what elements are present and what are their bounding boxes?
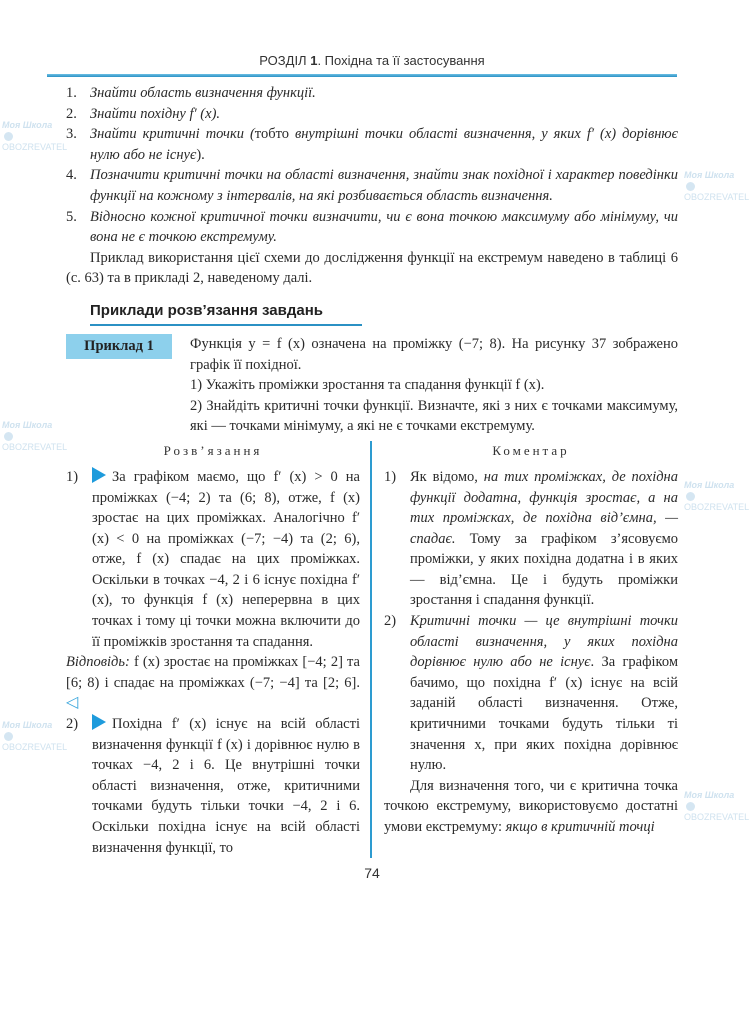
watermark: Моя ШколаOBOZREVATEL [684, 480, 749, 512]
page-number: 74 [364, 865, 380, 882]
comment-part-1: 1) Як відомо, на тих проміжках, де похідна функції додатна, функція зростає, а на тих проміжках, де похідна від’ємна, — спадає. Тому за графіком з’ясовуємо проміжки, у яких похідна додатна і в яких — від’ємна. Це і будуть проміжки зростання і спадання функції. [384, 468, 678, 609]
step-item: 3. Знайти критичні точки (тобто внутрішні точки області визначення, у яких f′ (x) дорівнює нулю або не існує). [66, 126, 678, 163]
example-badge: Приклад 1 [66, 334, 172, 359]
header-rule [47, 74, 677, 77]
example-text: Функція y = f (x) означена на проміжку (−7; 8). На рисунку 37 зображено графік її похідної. [190, 335, 678, 373]
comment-column [372, 441, 678, 858]
comment-heading: Коментар [492, 442, 570, 458]
solution-start-arrow-icon [92, 467, 106, 483]
section-heading-underline [90, 324, 362, 326]
solution-end-marker-icon: ◁ [66, 694, 79, 712]
solution-start-arrow-icon [92, 714, 106, 730]
question-2: 2) Знайдіть критичні точки функції. Визначте, які з них є точками максимуму, які — точками мінімуму, а які не є точками екстремуму. [190, 397, 678, 435]
question-1: 1) Укажіть проміжки зростання та спадання функції f (x). [190, 377, 545, 394]
watermark: Моя ШколаOBOZREVATEL [684, 170, 749, 202]
solution-part-2: 2) Похідна f′ (x) існує на всій області визначення функції f (x) і дорівнює нулю в точках −4, 2 і 6. Це внутрішні точки області визначення, отже, критичними точками будуть тільки точки −4, 2 і 6. Оскільки похідна існує на всій області визначення функції, то [66, 716, 360, 856]
section-prefix: РОЗДІЛ [259, 53, 307, 68]
intro-paragraph: Приклад використання цієї схеми до дослідження функції на екстремум наведено в таблиці 6 (с. 63) та в прикладі 2, наведеному далі. [66, 249, 678, 287]
solution-column [66, 441, 370, 858]
section-title: . Похідна та її застосування [317, 53, 485, 68]
solution-heading: Розв’язання [163, 442, 263, 458]
running-header [66, 52, 678, 70]
comment-part-3: Для визначення того, чи є критична точка точкою екстремуму, використовуємо достатні умови екстремуму: якщо в критичній точці [384, 777, 678, 835]
section-heading: Приклади розв’язання завдань [90, 301, 323, 319]
watermark: Моя ШколаOBOZREVATEL [2, 420, 68, 452]
section-number: 1 [310, 53, 318, 68]
comment-part-2: 2) Критичні точки — це внутрішні точки області визначення, у яких похідна дорівнює нулю або не існує. За графіком бачимо, що похідна f′ (x) існує на всій заданій області визначення. Отже, критичними точками будуть тільки ті значення x, при яких похідна дорівнює нулю. [384, 613, 678, 774]
solution-comment-columns [66, 441, 678, 858]
example-block [66, 334, 678, 437]
watermark: Моя ШколаOBOZREVATEL [684, 790, 749, 822]
solution-part-1: 1) За графіком маємо, що f′ (x) > 0 на проміжках (−4; 2) та (6; 8), отже, f (x) зростає на цих проміжках. Аналогічно f′ (x) < 0 на проміжках (−7; −4) та (2; 6), отже, f (x) спадає на цих проміжках. Оскільки в точках −4, 2 і 6 існує похідна f′ (x), то функція f (x) неперервна в цих точках і тому ці точки можна включити до її проміжків зростання та спадання. [66, 468, 360, 650]
solution-answer: Відповідь: f (x) зростає на проміжках [−4; 2] та [6; 8) і спадає на проміжках (−7; −4] та [2; 6]. ◁ [66, 654, 360, 712]
watermark: Моя ШколаOBOZREVATEL [2, 120, 68, 152]
step-item: 1. Знайти область визначення функції. [66, 85, 316, 101]
example-statement [190, 334, 678, 437]
step-item: 2. Знайти похідну f′ (x). [66, 105, 221, 122]
algorithm-steps [66, 83, 678, 289]
step-item: 5. Відносно кожної критичної точки визначити, чи є вона точкою максимуму або мінімуму, чи вона не є точкою екстремуму. [66, 208, 678, 246]
step-item: 4. Позначити критичні точки на області визначення, знайти знак похідної і характер поведінки функції на кожному з інтервалів, на які розбивається область визначення. [66, 167, 678, 204]
watermark: Моя ШколаOBOZREVATEL [2, 720, 68, 752]
